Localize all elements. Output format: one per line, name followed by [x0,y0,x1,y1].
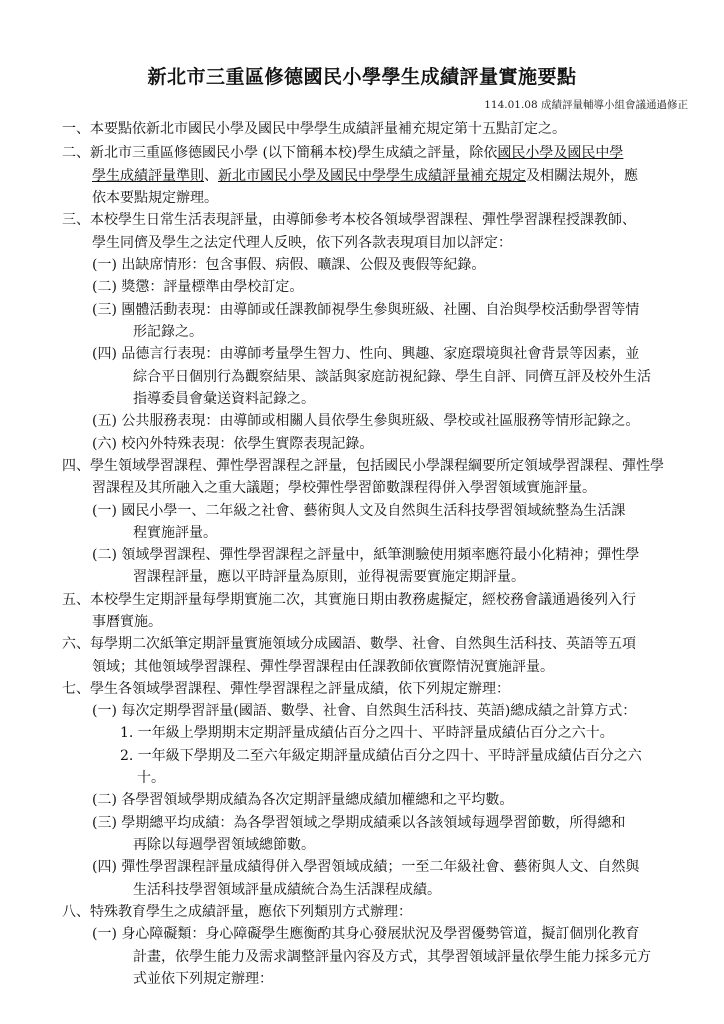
item-3-line-2: 學生同儕及學生之法定代理人反映，依下列各款表現項目加以評定： [92,235,512,251]
item-3-sub-4-line-3: 指導委員會彙送資料記錄之。 [133,391,315,407]
item-3-sub-2: (二) 獎懲：評量標準由學校訂定。 [92,279,304,295]
item-4-sub-1-line-1: (一) 國民小學一、二年級之社會、藝術與人文及自然與生活科技學習領域統整為生活課 [92,503,626,519]
document-title: 新北市三重區修德國民小學學生成績評量實施要點 [147,66,577,88]
item-3-sub-3-line-1: (三) 團體活動表現：由導師或任課教師視學生參與班級、社團、自治與學校活動學習等情 [92,302,640,318]
item-2-line-3: 依本要點規定辦理。 [92,190,218,206]
item-1-line-1: 一、本要點依新北市國民小學及國民中學學生成績評量補充規定第十五點訂定之。 [62,121,566,137]
item-7-sub-1-point-1: 1. 一年級上學期期末定期評量成績佔百分之四十、平時評量成績佔百分之六十。 [120,725,614,741]
item-6-line-1: 六、每學期二次紙筆定期評量實施領域分成國語、數學、社會、自然與生活科技、英語等五項 [62,636,636,652]
regulation-name-underlined: 新北市國民小學及國民中學學生成績評量補充規定 [218,168,526,184]
item-2-text: 二、新北市三重區修德國民小學 (以下簡稱本校)學生成績之評量，除依 [62,145,498,161]
item-8-sub-1-line-2: 計畫，依學生能力及需求調整評量內容及方式，其學習領域評量依學生能力採多元方 [133,949,651,965]
item-3-sub-4-line-2: 綜合平日個別行為觀察結果、談話與家庭訪視紀錄、學生自評、同儕互評及校外生活 [133,369,651,385]
item-7-sub-1-point-2-line-2: 十。 [137,770,165,786]
item-3-sub-3-line-2: 形記錄之。 [133,324,203,340]
item-3-line-1: 三、本校學生日常生活表現評量，由導師參考本校各領域學習課程、彈性學習課程授課教師、 [62,212,636,228]
item-3-sub-6: (六) 校內外特殊表現：依學生實際表現記錄。 [92,436,374,452]
item-2-text: 及相關法規外，應 [526,168,638,184]
item-7-sub-4-line-2: 生活科技學習領域評量成績統合為生活課程成績。 [133,882,441,898]
item-8-line-1: 八、特殊教育學生之成績評量，應依下列類別方式辦理： [62,904,412,920]
item-7-line-1: 七、學生各領域學習課程、彈性學習課程之評量成績，依下列規定辦理： [62,681,510,697]
item-4-sub-1-line-2: 程實施評量。 [133,525,217,541]
item-7-sub-3-line-1: (三) 學期總平均成績：為各學習領域之學期成績乘以各該領域每週學習節數，所得總和 [92,815,626,831]
item-5-line-2: 事曆實施。 [92,614,162,630]
item-3-sub-1: (一) 出缺席情形：包含事假、病假、曠課、公假及喪假等紀錄。 [92,257,486,273]
revision-note: 114.01.08 成績評量輔導小組會議通過修正 [484,99,688,111]
item-2-line-2 [92,166,638,186]
item-3-sub-5: (五) 公共服務表現：由導師或相關人員依學生參與班級、學校或社區服務等情形記錄之。 [92,413,640,429]
separator-text: 、 [204,168,218,184]
item-6-line-2: 領域；其他領域學習課程、彈性學習課程由任課教師依實際情況實施評量。 [92,659,554,675]
item-4-line-2: 習課程及其所融入之重大議題；學校彈性學習節數課程得併入學習領域實施評量。 [92,480,596,496]
item-4-sub-2-line-2: 習課程評量，應以平時評量為原則，並得視需要實施定期評量。 [133,569,525,585]
item-4-sub-2-line-1: (二) 領域學習課程、彈性學習課程之評量中，紙筆測驗使用頻率應符最小化精神；彈性學 [92,547,640,563]
item-7-sub-2: (二) 各學習領域學期成績為各次定期評量總成績加權總和之平均數。 [92,792,514,808]
item-8-sub-1-line-1: (一) 身心障礙類：身心障礙學生應衡酌其身心發展狀況及學習優勢管道，擬訂個別化教育 [92,926,640,942]
item-7-sub-1: (一) 每次定期學習評量(國語、數學、社會、自然與生活科技、英語)總成績之計算方式： [92,703,637,719]
item-7-sub-1-point-2-line-1: 2. 一年級下學期及二至六年級定期評量成績佔百分之四十、平時評量成績佔百分之六 [120,748,642,764]
item-8-sub-1-line-3: 式並依下列規定辦理： [133,971,273,987]
regulation-name-underlined: 國民小學及國民中學 [497,145,624,161]
item-7-sub-4-line-1: (四) 彈性學習課程評量成績得併入學習領域成績；一至二年級社會、藝術與人文、自然與 [92,859,640,875]
item-2-line-1 [62,143,623,163]
item-3-sub-4-line-1: (四) 品德言行表現：由導師考量學生智力、性向、興趣、家庭環境與社會背景等因素，並 [92,346,640,362]
item-7-sub-3-line-2: 再除以每週學習領域總節數。 [133,837,315,853]
regulation-name-underlined: 學生成績評量準則 [92,168,204,184]
item-4-line-1: 四、學生領域學習課程、彈性學習課程之評量，包括國民小學課程綱要所定領域學習課程、彈性學 [62,458,664,474]
item-5-line-1: 五、本校學生定期評量每學期實施二次，其實施日期由教務處擬定，經校務會議通過後列入行 [62,592,636,608]
